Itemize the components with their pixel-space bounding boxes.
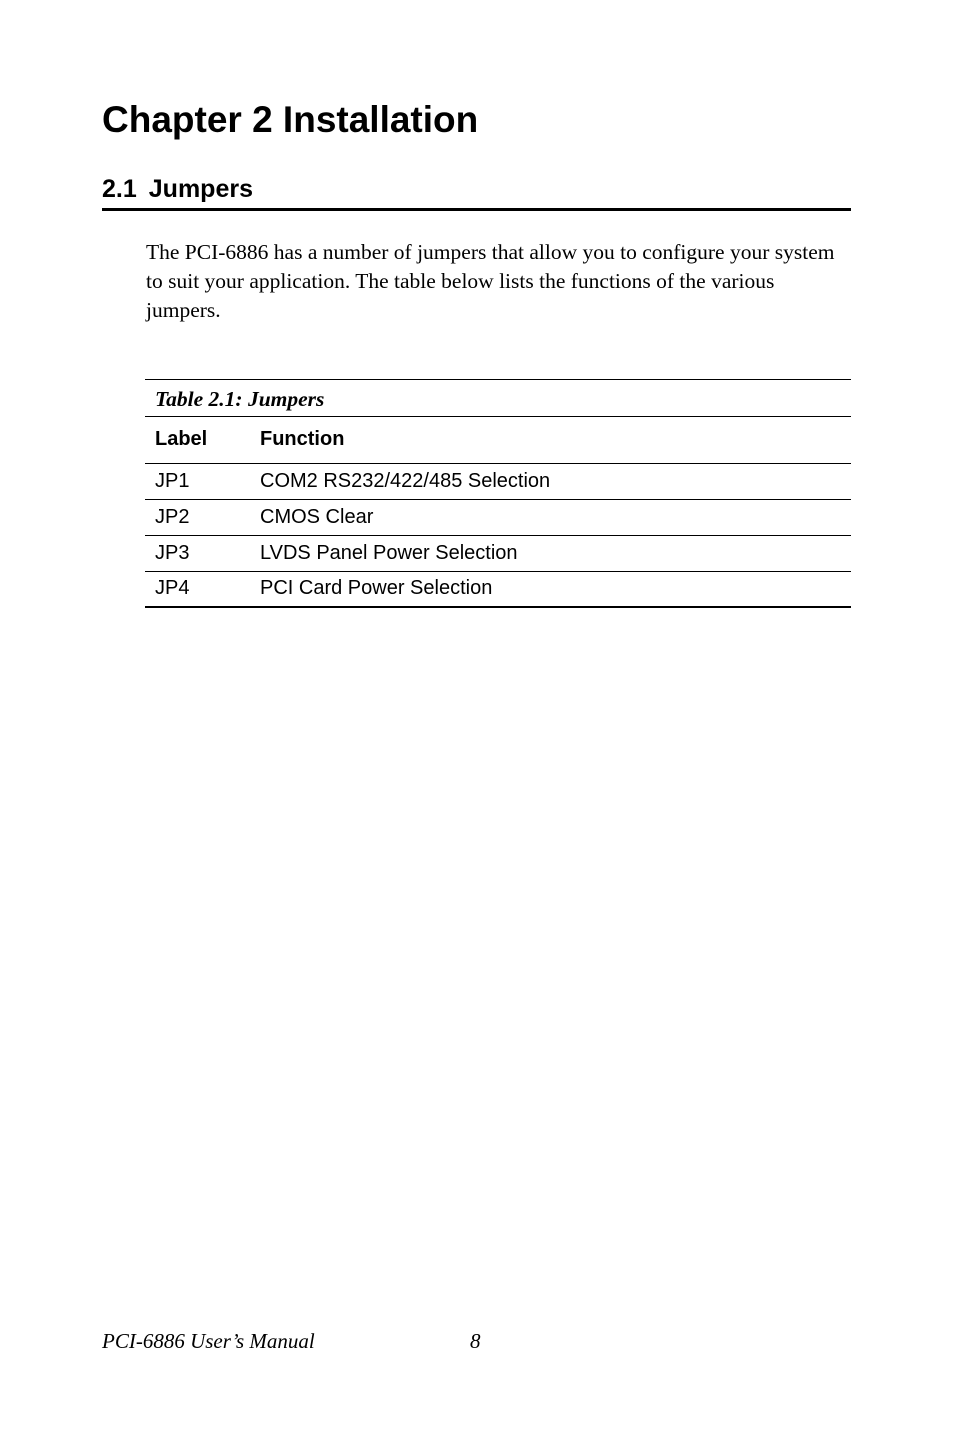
table-header-row xyxy=(145,417,851,463)
cell-function: LVDS Panel Power Selection xyxy=(250,535,851,571)
chapter-title: Chapter 2 Installation xyxy=(102,99,479,140)
footer-page-number: 8 xyxy=(470,1329,481,1353)
section-number: 2.1 xyxy=(102,175,137,203)
footer-manual-title: PCI-6886 User’s Manual xyxy=(102,1329,315,1353)
jumpers-table-container xyxy=(145,379,851,608)
table-row xyxy=(145,535,851,571)
table-row xyxy=(145,571,851,607)
header-label: Label xyxy=(145,417,250,463)
intro-paragraph: The PCI-6886 has a number of jumpers that allow you to configure your system to suit your application. The table below lists the functions of the various jumpers. xyxy=(146,240,835,322)
jumpers-table xyxy=(145,379,851,608)
cell-function: PCI Card Power Selection xyxy=(250,571,851,607)
cell-label: JP2 xyxy=(145,499,250,535)
section-title: Jumpers xyxy=(148,175,253,203)
table-caption: Table 2.1: Jumpers xyxy=(145,379,851,417)
cell-function: CMOS Clear xyxy=(250,499,851,535)
cell-function: COM2 RS232/422/485 Selection xyxy=(250,463,851,499)
table-row xyxy=(145,499,851,535)
cell-label: JP3 xyxy=(145,535,250,571)
cell-label: JP4 xyxy=(145,571,250,607)
cell-label: JP1 xyxy=(145,463,250,499)
section-heading xyxy=(102,172,851,211)
table-row xyxy=(145,463,851,499)
header-function: Function xyxy=(250,417,851,463)
